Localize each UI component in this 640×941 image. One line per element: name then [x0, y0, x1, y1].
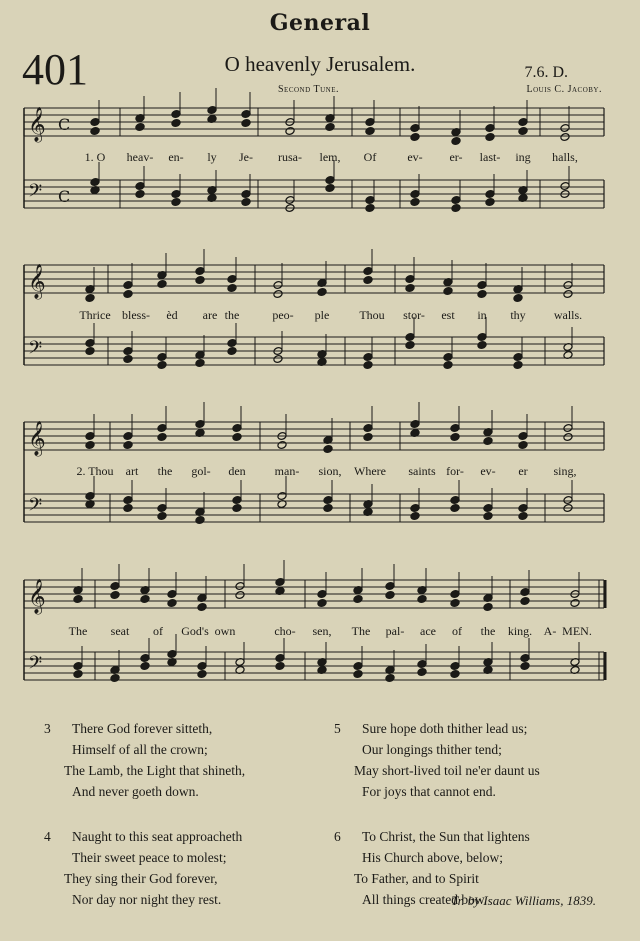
lyric-syllable: sing, [553, 464, 577, 478]
note-head [235, 591, 245, 600]
note-head [123, 355, 133, 364]
note-head [325, 184, 335, 193]
note-head [197, 670, 207, 679]
note-head [227, 284, 237, 293]
verse-line: Himself of all the crown; [72, 742, 208, 757]
note-head [563, 290, 573, 299]
note-head [451, 204, 461, 213]
verse-number: 6 [334, 829, 341, 844]
note-head [513, 361, 523, 370]
lyric-syllable: pal- [385, 624, 405, 638]
lyric-syllable: Thrice [79, 308, 111, 322]
verse-line: May short-lived toil ne'er daunt us [354, 763, 540, 778]
lyric-syllable: the [224, 308, 240, 322]
note-head [417, 595, 427, 604]
treble-clef: 𝄞 [28, 264, 46, 299]
note-head [513, 294, 523, 303]
note-head [417, 668, 427, 677]
verse-line: All things created bow. [362, 892, 488, 907]
lyric-line-4 [0, 624, 640, 640]
verse-3 [44, 718, 245, 802]
note-head [477, 290, 487, 299]
lyric-syllable: er- [449, 150, 463, 164]
lyric-syllable: A- [543, 624, 557, 638]
lyric-syllable: seat [110, 624, 130, 638]
lyric-syllable: the [157, 464, 173, 478]
note-head [570, 599, 580, 608]
meter: 7.6. D. [524, 64, 568, 81]
lyric-syllable: walls. [553, 308, 583, 322]
lyric-syllable: Je- [239, 150, 253, 164]
note-head [241, 198, 251, 207]
verse-line: Our longings thither tend; [362, 742, 502, 757]
note-head [167, 599, 177, 608]
note-head [410, 133, 420, 142]
lyric-syllable: The [68, 624, 88, 638]
note-head [85, 294, 95, 303]
note-head [90, 127, 100, 136]
lyric-line-3 [0, 464, 640, 480]
treble-clef: 𝄞 [28, 107, 46, 142]
lyric-syllable: er [518, 464, 528, 478]
note-head [277, 441, 287, 450]
verse-line: They sing their God forever, [64, 871, 218, 886]
bass-clef: 𝄢 [28, 338, 43, 363]
verse-number: 3 [44, 721, 51, 736]
note-head [275, 662, 285, 671]
note-head [518, 127, 528, 136]
lyric-syllable: èd [166, 308, 178, 322]
composer: Louis C. Jacoby. [526, 84, 602, 95]
note-head [363, 361, 373, 370]
lyric-syllable: man- [274, 464, 300, 478]
lyric-syllable: MEN. [562, 624, 592, 638]
note-head [485, 198, 495, 207]
verse-5 [334, 718, 540, 802]
lyric-syllable: in [477, 308, 487, 322]
note-head [285, 127, 295, 136]
lyric-syllable: en- [168, 150, 184, 164]
lyric-syllable: rusa- [278, 150, 302, 164]
note-head [477, 341, 487, 350]
section-title: General [269, 10, 371, 36]
note-head [317, 288, 327, 297]
lyric-syllable: gol- [191, 464, 211, 478]
note-head [195, 276, 205, 285]
verse-number: 5 [334, 721, 341, 736]
note-head [485, 133, 495, 142]
attribution: Tr. by Isaac Williams, 1839. [451, 893, 596, 908]
note-head [363, 433, 373, 442]
note-head [483, 603, 493, 612]
treble-clef: 𝄞 [28, 421, 46, 456]
note-head [123, 504, 133, 513]
verse-4 [44, 826, 245, 910]
note-head [157, 361, 167, 370]
note-head [227, 347, 237, 356]
note-head [365, 204, 375, 213]
verse-line: To Christ, the Sun that lightens [362, 829, 530, 844]
note-head [483, 512, 493, 521]
note-head [385, 591, 395, 600]
note-head [197, 603, 207, 612]
lyric-syllable: sion, [318, 464, 342, 478]
lyric-syllable: thy [510, 308, 526, 322]
lyric-syllable: God's [181, 624, 209, 638]
note-head [450, 504, 460, 513]
note-head [85, 441, 95, 450]
verses-left [44, 718, 245, 910]
lyric-syllable: last- [479, 150, 501, 164]
treble-clef: 𝄞 [28, 579, 46, 614]
note-head [140, 595, 150, 604]
note-head [450, 670, 460, 679]
verse-line: And never goeth down. [72, 784, 199, 799]
note-head [520, 597, 530, 606]
verse-line: The Lamb, the Light that shineth, [64, 763, 246, 778]
lyric-syllable: Of [363, 150, 377, 164]
verse-line: Sure hope doth thither lead us; [362, 721, 528, 736]
lyric-syllable: cho- [274, 624, 296, 638]
lyric-syllable: ev- [480, 464, 496, 478]
lyric-syllable: the [480, 624, 496, 638]
lyric-syllable: ly [207, 150, 217, 164]
bass-clef: 𝄢 [28, 653, 43, 678]
note-head [450, 433, 460, 442]
note-head [443, 361, 453, 370]
lyric-syllable: peo- [272, 308, 294, 322]
lyric-syllable: Where [354, 464, 386, 478]
note-head [385, 674, 395, 683]
note-head [123, 441, 133, 450]
lyric-syllable: ev- [407, 150, 423, 164]
note-head [171, 198, 181, 207]
hymn-number: 401 [22, 45, 88, 94]
note-head [323, 504, 333, 513]
note-head [195, 359, 205, 368]
note-head [171, 119, 181, 128]
note-head [353, 670, 363, 679]
lyric-syllable: halls, [552, 150, 578, 164]
note-head [273, 290, 283, 299]
note-head [73, 595, 83, 604]
note-head [443, 287, 453, 296]
verse-line: Naught to this seat approacheth [72, 829, 243, 844]
note-head [451, 137, 461, 146]
note-head [232, 504, 242, 513]
lyric-syllable: are [202, 308, 218, 322]
lyric-syllable: of [452, 624, 462, 638]
note-head [483, 437, 493, 446]
lyric-syllable: for- [446, 464, 464, 478]
lyric-line-2 [0, 308, 640, 324]
lyric-syllable: own [214, 624, 236, 638]
lyric-syllable: art [125, 464, 139, 478]
verses-right [334, 718, 540, 910]
note-head [140, 662, 150, 671]
lyric-syllable: ace [420, 624, 436, 638]
verse-line: His Church above, below; [362, 850, 503, 865]
note-head [195, 516, 205, 525]
note-head [353, 595, 363, 604]
note-head [135, 123, 145, 132]
lyric-syllable: The [351, 624, 371, 638]
lyric-syllable: heav- [126, 150, 154, 164]
note-head [560, 133, 570, 142]
note-head [110, 674, 120, 683]
verse-line: Nor day nor night they rest. [72, 892, 222, 907]
note-head [450, 599, 460, 608]
note-head [73, 670, 83, 679]
note-head [135, 190, 145, 199]
note-head [323, 445, 333, 454]
lyric-syllable: 1. O [84, 150, 106, 164]
note-head [325, 123, 335, 132]
note-head [317, 599, 327, 608]
note-head [365, 127, 375, 136]
lyric-syllable: est [441, 308, 455, 322]
lyric-syllable: stor- [403, 308, 425, 322]
lyric-syllable: ing [515, 150, 531, 164]
note-head [405, 284, 415, 293]
note-head [232, 433, 242, 442]
verse-line: Their sweet peace to molest; [72, 850, 227, 865]
bass-clef: 𝄢 [28, 495, 43, 520]
bass-clef: 𝄢 [28, 181, 43, 206]
tune-label: Second Tune. [278, 84, 339, 95]
lyric-syllable: den [228, 464, 246, 478]
note-head [157, 512, 167, 521]
verse-line: For joys that cannot end. [362, 784, 496, 799]
note-head [405, 341, 415, 350]
lyric-syllable: king. [507, 624, 533, 638]
lyric-syllable: Thou [359, 308, 385, 322]
lyric-syllable: ple [314, 308, 330, 322]
hymn-title: O heavenly Jerusalem. [224, 52, 416, 76]
lyric-line-1 [0, 150, 640, 166]
note-head [410, 512, 420, 521]
verse-line: To Father, and to Spirit [354, 871, 479, 886]
time-signature: C [58, 187, 71, 206]
lyric-syllable: lem, [319, 150, 341, 164]
note-head [518, 441, 528, 450]
note-head [410, 198, 420, 207]
lyric-syllable: of [153, 624, 163, 638]
lyric-syllable: 2. Thou [76, 464, 114, 478]
note-head [123, 290, 133, 299]
note-head [273, 355, 283, 364]
note-head [241, 119, 251, 128]
note-head [363, 276, 373, 285]
time-signature: C [58, 115, 71, 134]
lyric-syllable: bless- [122, 308, 150, 322]
note-head [563, 433, 573, 442]
note-head [518, 512, 528, 521]
lyric-syllable: saints [408, 464, 436, 478]
note-head [520, 662, 530, 671]
note-head [85, 347, 95, 356]
verse-number: 4 [44, 829, 51, 844]
note-head [110, 591, 120, 600]
verse-line: There God forever sitteth, [72, 721, 213, 736]
note-head [157, 433, 167, 442]
lyric-syllable: sen, [312, 624, 332, 638]
note-head [157, 280, 167, 289]
